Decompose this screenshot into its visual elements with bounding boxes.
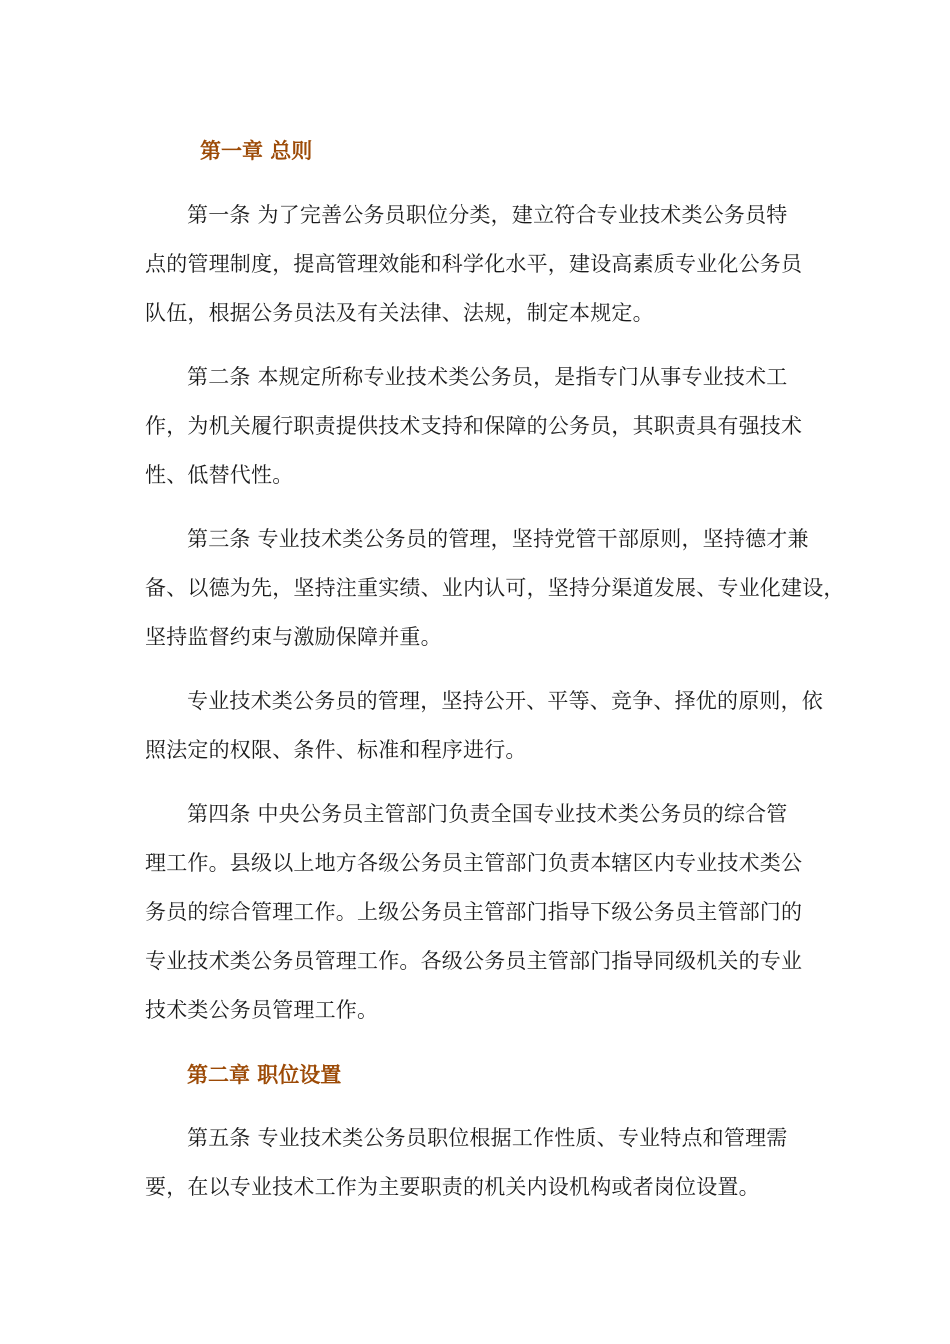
chapter-heading-1: 第一章 总则 — [200, 139, 313, 163]
article-line: 务员的综合管理工作。上级公务员主管部门指导下级公务员主管部门的 — [145, 900, 803, 924]
article-line: 照法定的权限、条件、标准和程序进行。 — [145, 738, 527, 762]
article-line: 第三条 专业技术类公务员的管理，坚持党管干部原则，坚持德才兼 — [187, 527, 809, 551]
article-line: 要，在以专业技术工作为主要职责的机关内设机构或者岗位设置。 — [145, 1175, 760, 1199]
article-line: 第二条 本规定所称专业技术类公务员，是指专门从事专业技术工 — [187, 365, 788, 389]
article-line: 坚持监督约束与激励保障并重。 — [145, 625, 442, 649]
article-line: 理工作。县级以上地方各级公务员主管部门负责本辖区内专业技术类公 — [145, 851, 803, 875]
article-line: 队伍，根据公务员法及有关法律、法规，制定本规定。 — [145, 301, 654, 325]
article-line: 技术类公务员管理工作。 — [145, 998, 379, 1022]
article-line: 第四条 中央公务员主管部门负责全国专业技术类公务员的综合管 — [187, 802, 788, 826]
article-line: 专业技术类公务员管理工作。各级公务员主管部门指导同级机关的专业 — [145, 949, 803, 973]
article-line: 作，为机关履行职责提供技术支持和保障的公务员，其职责具有强技术 — [145, 414, 803, 438]
chapter-heading-2: 第二章 职位设置 — [187, 1063, 342, 1087]
article-line: 性、低替代性。 — [145, 463, 294, 487]
article-line: 专业技术类公务员的管理，坚持公开、平等、竞争、择优的原则，依 — [187, 689, 823, 713]
article-line: 第一条 为了完善公务员职位分类，建立符合专业技术类公务员特 — [187, 203, 788, 227]
article-line: 点的管理制度，提高管理效能和科学化水平，建设高素质专业化公务员 — [145, 252, 803, 276]
article-line: 备、以德为先，坚持注重实绩、业内认可，坚持分渠道发展、专业化建设， — [145, 576, 845, 600]
article-line: 第五条 专业技术类公务员职位根据工作性质、专业特点和管理需 — [187, 1126, 788, 1150]
